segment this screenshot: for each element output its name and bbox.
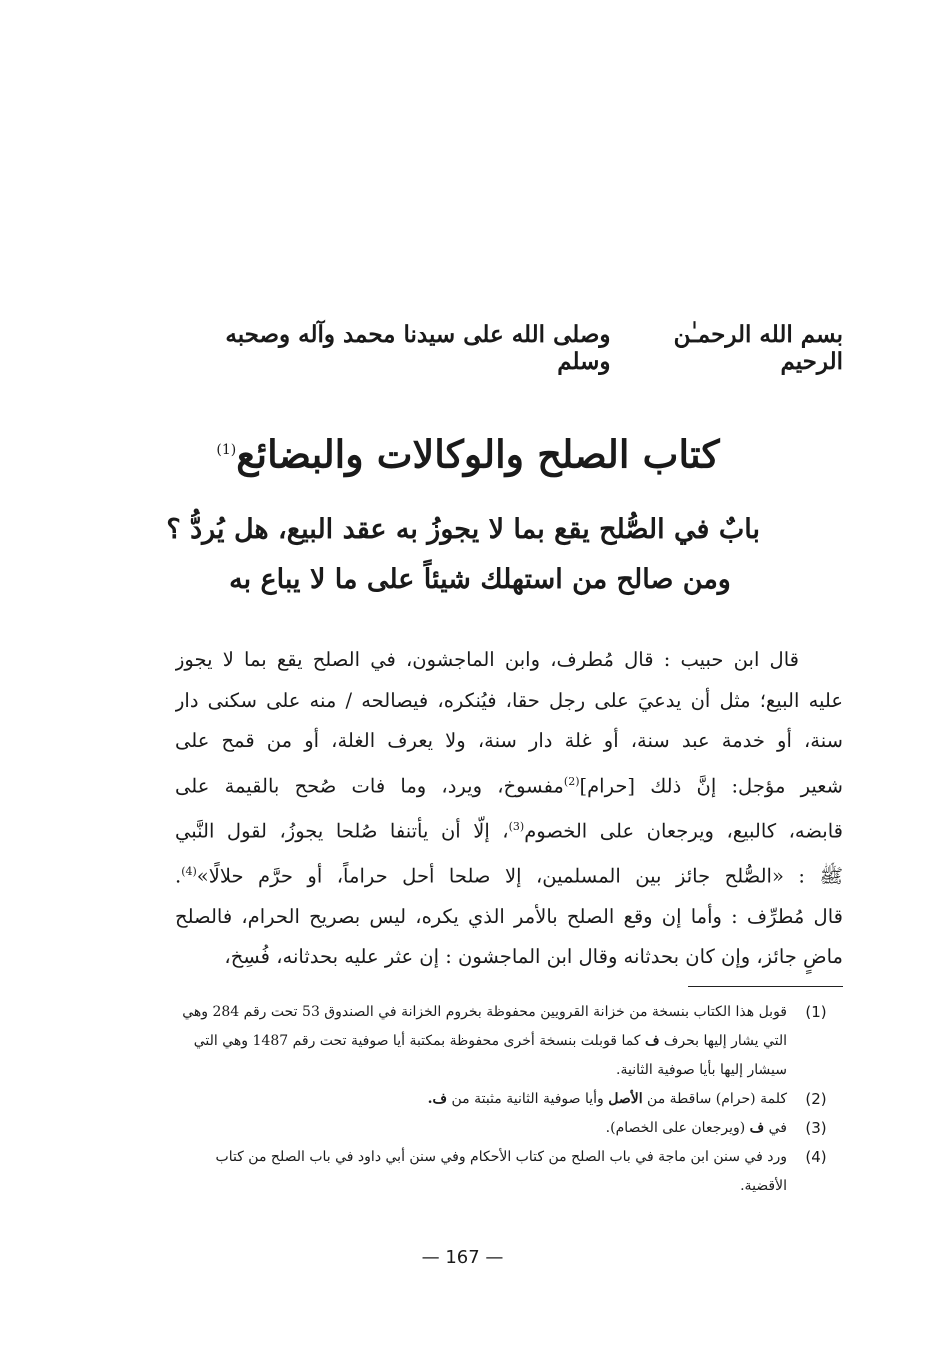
footnote-number: (4) [805, 1148, 827, 1166]
basmala-text: بسم الله الرحمـٰن الرحيم [673, 321, 843, 375]
footnote-number: (2) [805, 1090, 827, 1108]
footnote-number: (3) [805, 1119, 827, 1137]
footnote-text-part: (ويرجعان على الخصام). [605, 1120, 746, 1136]
footnote-ref-2[interactable]: (2) [563, 774, 580, 788]
body-line-5 [175, 807, 843, 852]
footnote-siglum: ف. [427, 1091, 448, 1107]
footnote-number: (1) [805, 1003, 827, 1021]
footnote-siglum: الأصل [608, 1091, 643, 1107]
chapter-heading [166, 505, 760, 605]
footnote-text: ورد في سنن ابن ماجة في باب الصلح من كتاب الأحكام وفي سنن أبي داود في باب الصلح من كتاب الأقضية. [215, 1149, 787, 1194]
footnote-3 [170, 1114, 845, 1143]
footnote-ref-4[interactable]: (4) [181, 864, 197, 878]
footnote-text-part: في [768, 1120, 787, 1136]
footnote-ref-1[interactable]: (1) [216, 442, 237, 458]
footnote-siglum: ف [644, 1033, 660, 1049]
body-line-6-part-b: . [175, 864, 182, 887]
body-line-4 [175, 762, 843, 807]
footnote-2 [170, 1085, 845, 1114]
footnote-text-part: وأيا صوفية الثانية مثبتة من [451, 1091, 604, 1107]
footnote-text [170, 998, 787, 1085]
footnote-ref-3[interactable]: (3) [508, 819, 525, 833]
body-line-5-part-a: قابضه، كالبيع، ويرجعان على الخصوم [524, 819, 843, 842]
salawat-text: وصلى الله على سيدنا محمد وآله وصحبه وسلم [225, 321, 611, 375]
basmala-line [178, 321, 843, 375]
footnote-text-part: قوبل هذا الكتاب بنسخة من خزانة القرويين محفوظة بخروم الخزانة في الصندوق 53 تحت رقم 284 وهي التي يشار إليها بحرف [182, 1004, 787, 1049]
chapter-heading-line-2: ومن صالح من استهلك شيئاً على ما لا يباع به [229, 564, 731, 595]
body-text [175, 640, 843, 978]
footnote-text-part: كما قوبلت بنسخة أخرى محفوظة بمكتبة أيا صوفية تحت رقم 1487 وهي التي سيشار إليها بأيا صوفية الثانية. [193, 1033, 787, 1078]
footnotes [170, 998, 845, 1201]
footnote-1 [170, 998, 845, 1085]
book-title [178, 420, 758, 485]
body-line-6 [175, 852, 843, 897]
body-line-5-part-b: ، إلّا أن يأتنفا صُلحا يجوزُ، لقول النَّبي [175, 819, 509, 842]
body-line-6-part-a: ﷺ : «الصُّلح جائز بين المسلمين، إلا صلحا أحل حراماً، أو حرَّم حلالًا» [196, 864, 843, 887]
body-line-1: قال ابن حبيب : قال مُطرف، وابن الماجشون، في الصلح يقع بما لا يجوز [175, 648, 799, 671]
footnote-text [170, 1085, 787, 1114]
chapter-heading-line-1: بابٌ في الصُّلح يقع بما لا يجوزُ به عقد البيع، هل يُردُّ ؟ [166, 514, 760, 545]
footnote-text-part: كلمة (حرام) ساقطة من [647, 1091, 787, 1107]
body-line-2: عليه البيع؛ مثل أن يدعيَ على رجل حقا، فيُنكره، فيصالحه / منه على سكنى دار [175, 688, 843, 712]
body-line-8: ماضٍ جائز، وإن كان بحدثانه وقال ابن الماجشون : إن عثر عليه بحدثانه، فُسِخ، [224, 945, 843, 968]
body-line-3: سنة، أو خدمة عبد سنة، أو غلة دار سنة، ولا يعرف الغلة، أو من قمح على [175, 729, 843, 752]
footnote-text [170, 1114, 787, 1143]
page-number: — 167 — [421, 1247, 504, 1268]
footnote-4 [170, 1143, 845, 1201]
footnote-siglum: ف [749, 1120, 765, 1136]
body-line-4-part-b: مفسوخ، ويرد، وما فات صُحح بالقيمة على [175, 774, 564, 797]
body-line-4-part-a: شعير مؤجل: إنَّ ذلك [حرام] [579, 774, 843, 797]
footnote-divider [688, 986, 843, 987]
body-line-7: قال مُطرِّف : وأما إن وقع الصلح بالأمر الذي يكره، ليس بصريح الحرام، فالصلح [175, 904, 843, 928]
book-title-text: كتاب الصلح والوكالات والبضائع [236, 431, 720, 477]
